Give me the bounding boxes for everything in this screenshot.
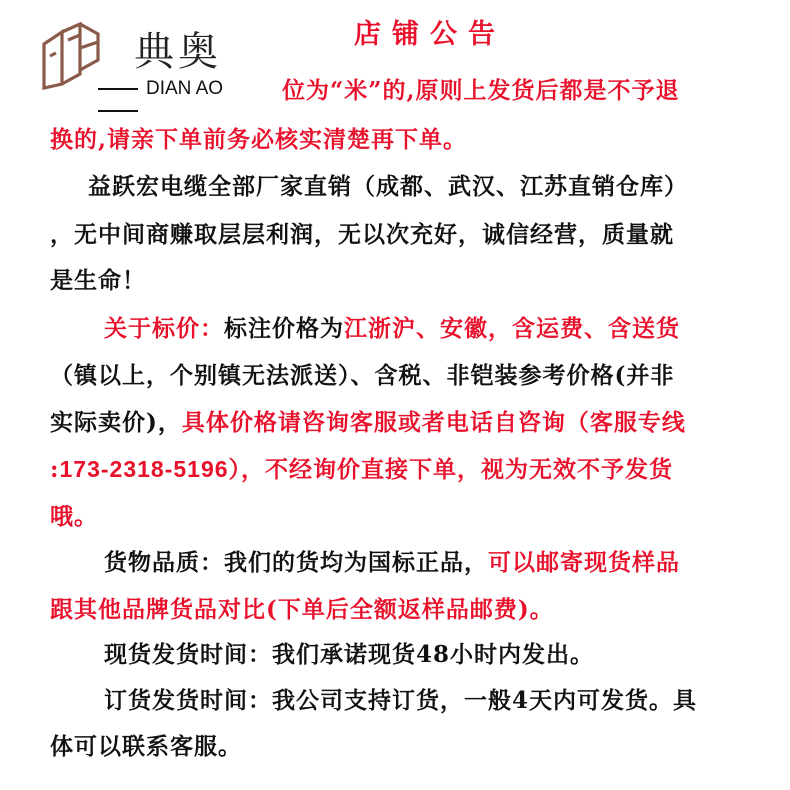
page-title: 店铺公告 — [354, 19, 506, 50]
notice-line-10: 哦。 — [50, 503, 98, 530]
consult-text: 具体价格请咨询客服或者电话自咨询（客服专线 — [181, 409, 686, 436]
logo-english-name: DIAN AO — [90, 78, 270, 122]
notice-line-6 — [104, 310, 680, 343]
notice-line-14: 订货发货时间：我公司支持订货，一般4天内可发货。具 — [104, 687, 698, 714]
notice-line-3: 益跃宏电缆全部厂家直销（成都、武汉、江苏直销仓库） — [88, 173, 688, 200]
price-region: 江浙沪、安徽，含运费、含送货 — [344, 315, 680, 342]
notice-line-9 — [50, 451, 673, 484]
notice-line-4: ，无中间商赚取层层利润，无以次充好，诚信经营，质量就 — [50, 221, 674, 248]
notice-line-5: 是生命！ — [50, 267, 146, 294]
actual-price-text: 实际卖价)， — [50, 409, 182, 436]
quality-text: 货物品质：我们的货均为国标正品， — [104, 549, 488, 576]
hotline-warning: ），不经询价直接下单，视为无效不予发货 — [228, 456, 674, 483]
notice-line-8 — [50, 404, 686, 437]
notice-line-2: 换的,请亲下单前务必核实清楚再下单。 — [50, 126, 468, 153]
sample-text: 可以邮寄现货样品 — [488, 549, 680, 576]
notice-line-7: （镇以上，个别镇无法派送）、含税、非铠装参考价格(并非 — [50, 362, 675, 389]
price-text: 标注价格为 — [224, 315, 344, 342]
notice-line-15: 体可以联系客服。 — [50, 733, 242, 760]
hotline-colon: : — [50, 456, 60, 483]
hotline-number: 173-2318-5196 — [59, 456, 229, 482]
notice-line-11 — [104, 544, 680, 577]
notice-line-12: 跟其他品牌货品对比(下单后全额返样品邮费)。 — [50, 596, 554, 623]
notice-line-1: 位为“米”的,原则上发货后都是不予退 — [282, 77, 680, 104]
price-heading: 关于标价： — [104, 315, 224, 342]
logo-chinese-name: 典奥 — [134, 29, 222, 75]
brand-logo — [38, 18, 270, 108]
notice-line-13: 现货发货时间：我们承诺现货48小时内发出。 — [104, 641, 595, 668]
